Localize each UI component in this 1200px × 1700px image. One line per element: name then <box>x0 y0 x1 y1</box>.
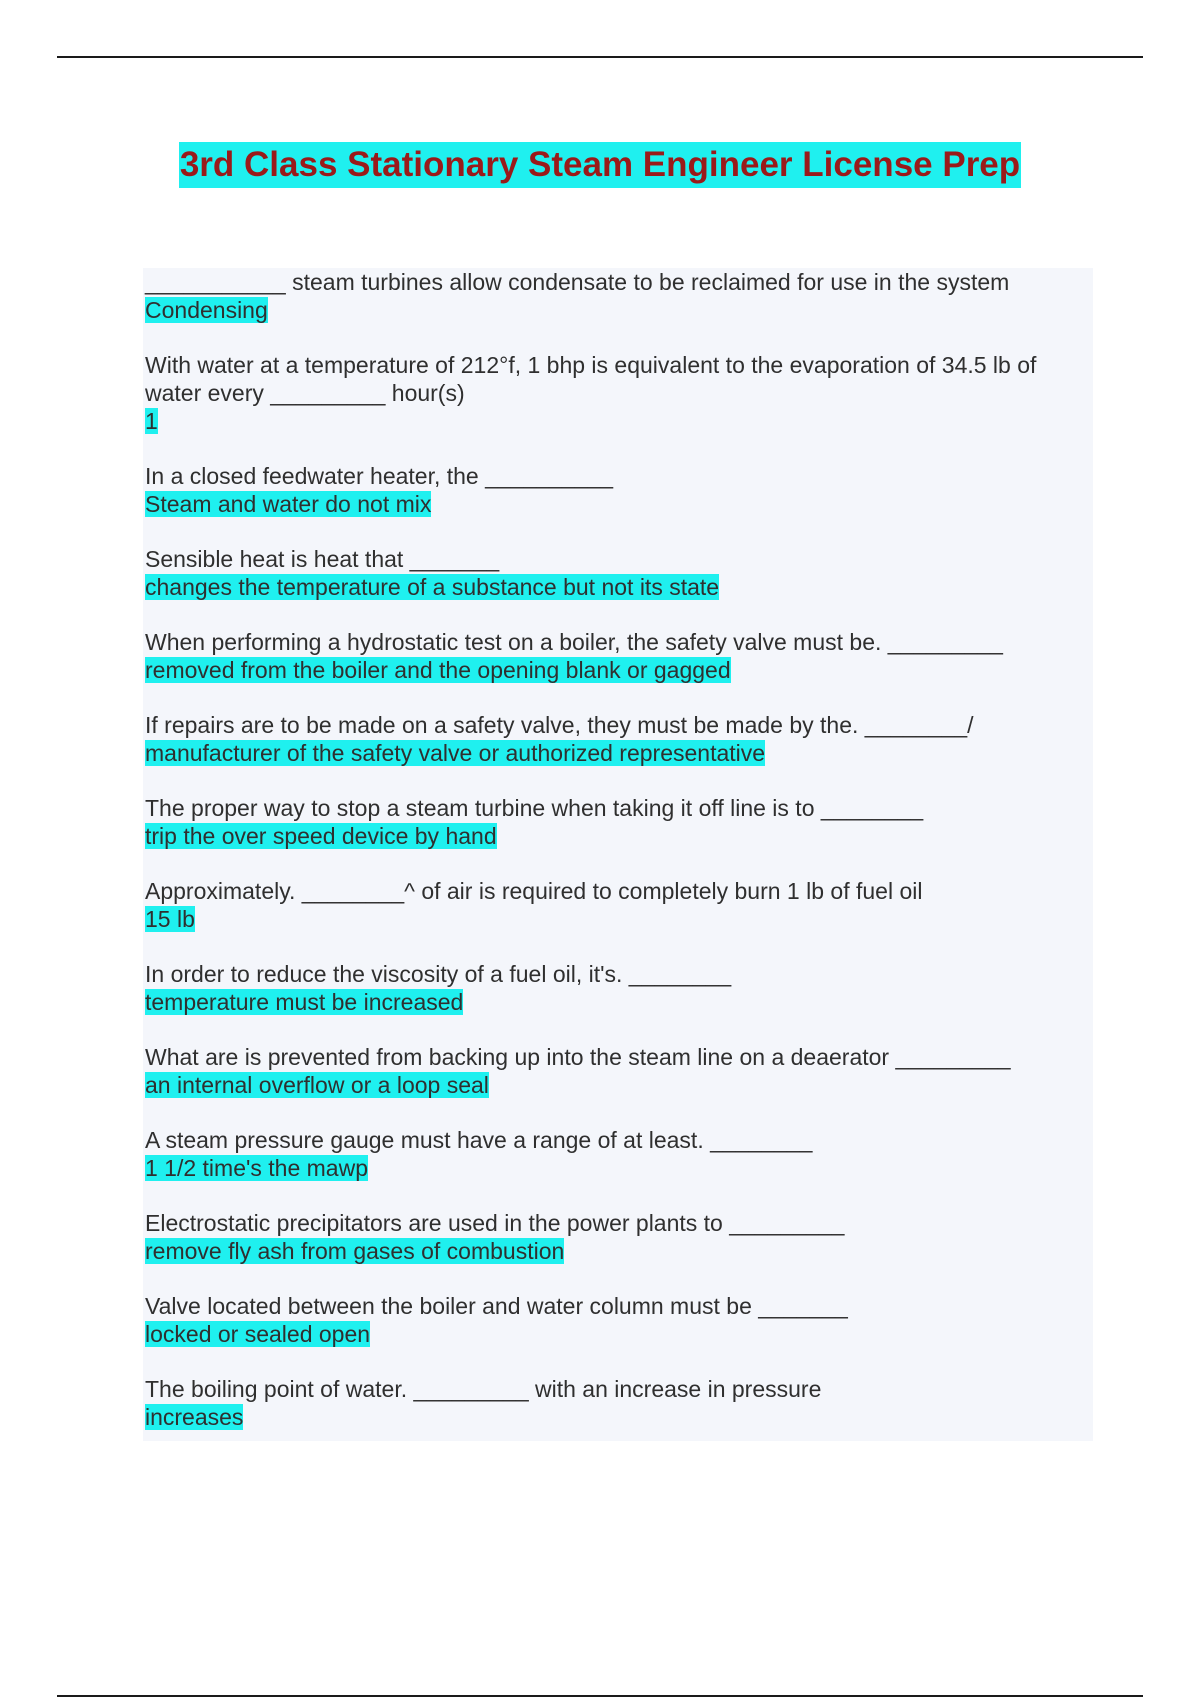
qa-item <box>145 351 1093 435</box>
answer-highlight: Steam and water do not mix <box>145 491 432 517</box>
bottom-rule <box>57 1695 1143 1697</box>
qa-item <box>145 462 1093 518</box>
answer-text <box>145 1403 1093 1431</box>
answer-text <box>145 1154 1093 1182</box>
answer-highlight: 1 1/2 time's the mawp <box>145 1155 368 1181</box>
answer-text <box>145 822 1093 850</box>
question-text: If repairs are to be made on a safety valve, they must be made by the. ________/ <box>145 712 974 738</box>
qa-item <box>145 877 1093 933</box>
question-text: In a closed feedwater heater, the __________ <box>145 463 614 489</box>
qa-item <box>145 1292 1093 1348</box>
qa-card <box>143 268 1093 1441</box>
question-text: Approximately. ________^ of air is required to completely burn 1 lb of fuel oil <box>145 878 923 904</box>
question-text: Sensible heat is heat that _______ <box>145 546 500 572</box>
answer-highlight: locked or sealed open <box>145 1321 371 1347</box>
answer-highlight: increases <box>145 1404 244 1430</box>
qa-item <box>145 545 1093 601</box>
question-text: Electrostatic precipitators are used in the power plants to _________ <box>145 1210 845 1236</box>
question-text: A steam pressure gauge must have a range of at least. ________ <box>145 1127 813 1153</box>
page-title: 3rd Class Stationary Steam Engineer License Prep <box>179 142 1021 188</box>
question-text: The boiling point of water. _________ with an increase in pressure <box>145 1376 822 1402</box>
qa-item <box>145 794 1093 850</box>
answer-text <box>145 296 1093 324</box>
qa-item <box>145 1209 1093 1265</box>
answer-text <box>145 573 1093 601</box>
answer-text <box>145 1237 1093 1265</box>
qa-item <box>145 1043 1093 1099</box>
answer-text <box>145 1320 1093 1348</box>
qa-item <box>145 960 1093 1016</box>
qa-item <box>145 628 1093 684</box>
answer-text <box>145 656 1093 684</box>
answer-highlight: manufacturer of the safety valve or authorized representative <box>145 740 766 766</box>
answer-text <box>145 988 1093 1016</box>
answer-highlight: temperature must be increased <box>145 989 464 1015</box>
answer-text <box>145 905 1093 933</box>
question-text: The proper way to stop a steam turbine when taking it off line is to ________ <box>145 795 924 821</box>
answer-text <box>145 407 1093 435</box>
title-container <box>0 142 1200 188</box>
top-rule <box>57 56 1143 58</box>
qa-item <box>145 268 1093 324</box>
answer-highlight: changes the temperature of a substance but not its state <box>145 574 720 600</box>
qa-item <box>145 711 1093 767</box>
answer-highlight: 15 lb <box>145 906 195 932</box>
qa-item <box>145 1375 1093 1431</box>
question-text: ___________ steam turbines allow condensate to be reclaimed for use in the system <box>145 269 1010 295</box>
answer-highlight: remove fly ash from gases of combustion <box>145 1238 565 1264</box>
question-text: Valve located between the boiler and water column must be _______ <box>145 1293 848 1319</box>
answer-highlight: 1 <box>145 408 158 434</box>
answer-text <box>145 739 1093 767</box>
answer-text <box>145 490 1093 518</box>
qa-item <box>145 1126 1093 1182</box>
question-text: In order to reduce the viscosity of a fuel oil, it's. ________ <box>145 961 732 987</box>
question-text: What are is prevented from backing up into the steam line on a deaerator _________ <box>145 1044 1011 1070</box>
question-text: When performing a hydrostatic test on a boiler, the safety valve must be. _________ <box>145 629 1003 655</box>
answer-text <box>145 1071 1093 1099</box>
answer-highlight: removed from the boiler and the opening blank or gagged <box>145 657 731 683</box>
question-text: With water at a temperature of 212°f, 1 bhp is equivalent to the evaporation of 34.5 lb of water every _________ hour(s) <box>145 352 1037 406</box>
answer-highlight: Condensing <box>145 297 268 323</box>
answer-highlight: trip the over speed device by hand <box>145 823 497 849</box>
answer-highlight: an internal overflow or a loop seal <box>145 1072 489 1098</box>
